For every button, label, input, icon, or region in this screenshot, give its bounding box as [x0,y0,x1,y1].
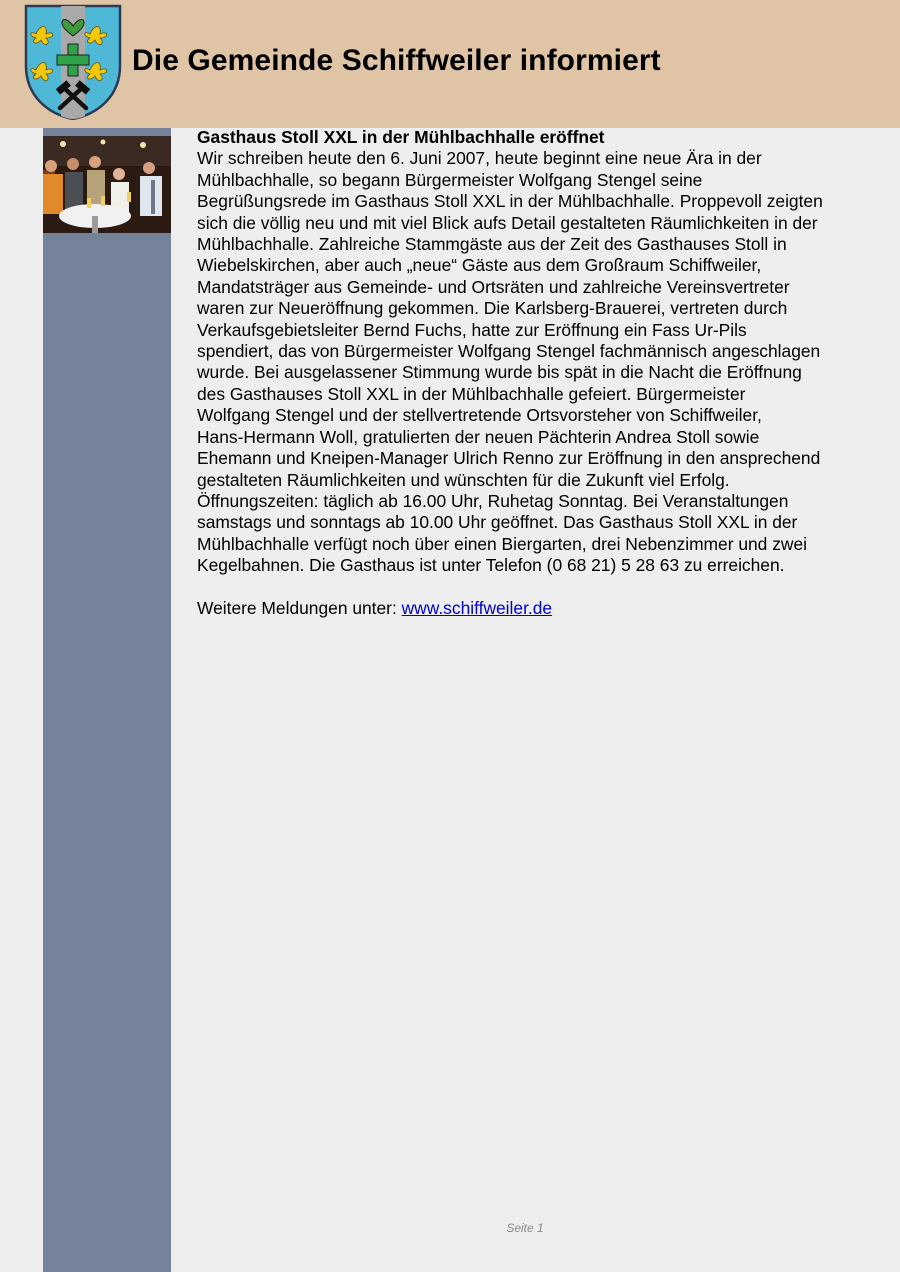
article-title: Gasthaus Stoll XXL in der Mühlbachhalle eröffnet [197,127,605,147]
left-sidebar [43,128,171,1272]
opening-celebration-photo [43,136,171,233]
more-news-label: Weitere Meldungen unter: [197,597,402,618]
article-body: Wir schreiben heute den 6. Juni 2007, heute beginnt eine neue Ära in der Mühlbachhalle, so begann Bürgermeister Wolfgang Stengel seine Begrüßungsrede im Gasthaus Stoll XXL in der Mühlbachhalle. Proppevoll zeigten sich die völlig neu und mit viel Blick aufs Detail gestalteten Räumlichkeiten in der Mühlbachhalle. Zahlreiche Stammgäste aus der Zeit des Gasthauses Stoll in Wiebelskirchen, aber auch „neue“ Gäste aus dem Großraum Schiffweiler, Mandatsträger aus Gemeinde- und Ortsräten und zahlreiche Vereinsvertreter waren zur Neueröffnung gekommen. Die Karlsberg-Brauerei, vertreten durch Verkaufsgebietsleiter Bernd Fuchs, hatte zur Eröffnung ein Fass Ur-Pils spendiert, das von Bürgermeister Wolfgang Stengel fachmännisch angeschlagen wurde. Bei ausgelassener Stimmung wurde bis spät in die Nacht die Eröffnung des Gasthauses Stoll XXL in der Mühlbachhalle gefeiert. Bürgermeister Wolfgang Stengel und der stellvertretende Ortsvorsteher von Schiffweiler, Hans-Hermann Woll, gratulierten der neuen Pächterin Andrea Stoll sowie Ehemann und Kneipen-Manager Ulrich Renno zur Eröffnung in den ansprechend gestalteten Räumlichkeiten und wünschten für die Zukunft viel Erfolg. Öffnungszeiten: täglich ab 16.00 Uhr, Ruhetag Sonntag. Bei Veranstaltungen samstags und sonntags ab 10.00 Uhr geöffnet. Das Gasthaus Stoll XXL in der Mühlbachhalle verfügt noch über einen Biergarten, drei Nebenzimmer und zwei Kegelbahnen. Die Gasthaus ist unter Telefon (0 68 21) 5 28 63 zu erreichen. [197,148,823,576]
municipal-coat-of-arms-icon [24,4,122,120]
page-title: Die Gemeinde Schiffweiler informiert [132,44,661,77]
website-link[interactable]: www.schiffweiler.de [401,597,553,618]
article [197,127,877,619]
more-news-line [197,598,877,619]
page-header [0,0,900,128]
page-number: Seite 1 [506,1221,544,1235]
